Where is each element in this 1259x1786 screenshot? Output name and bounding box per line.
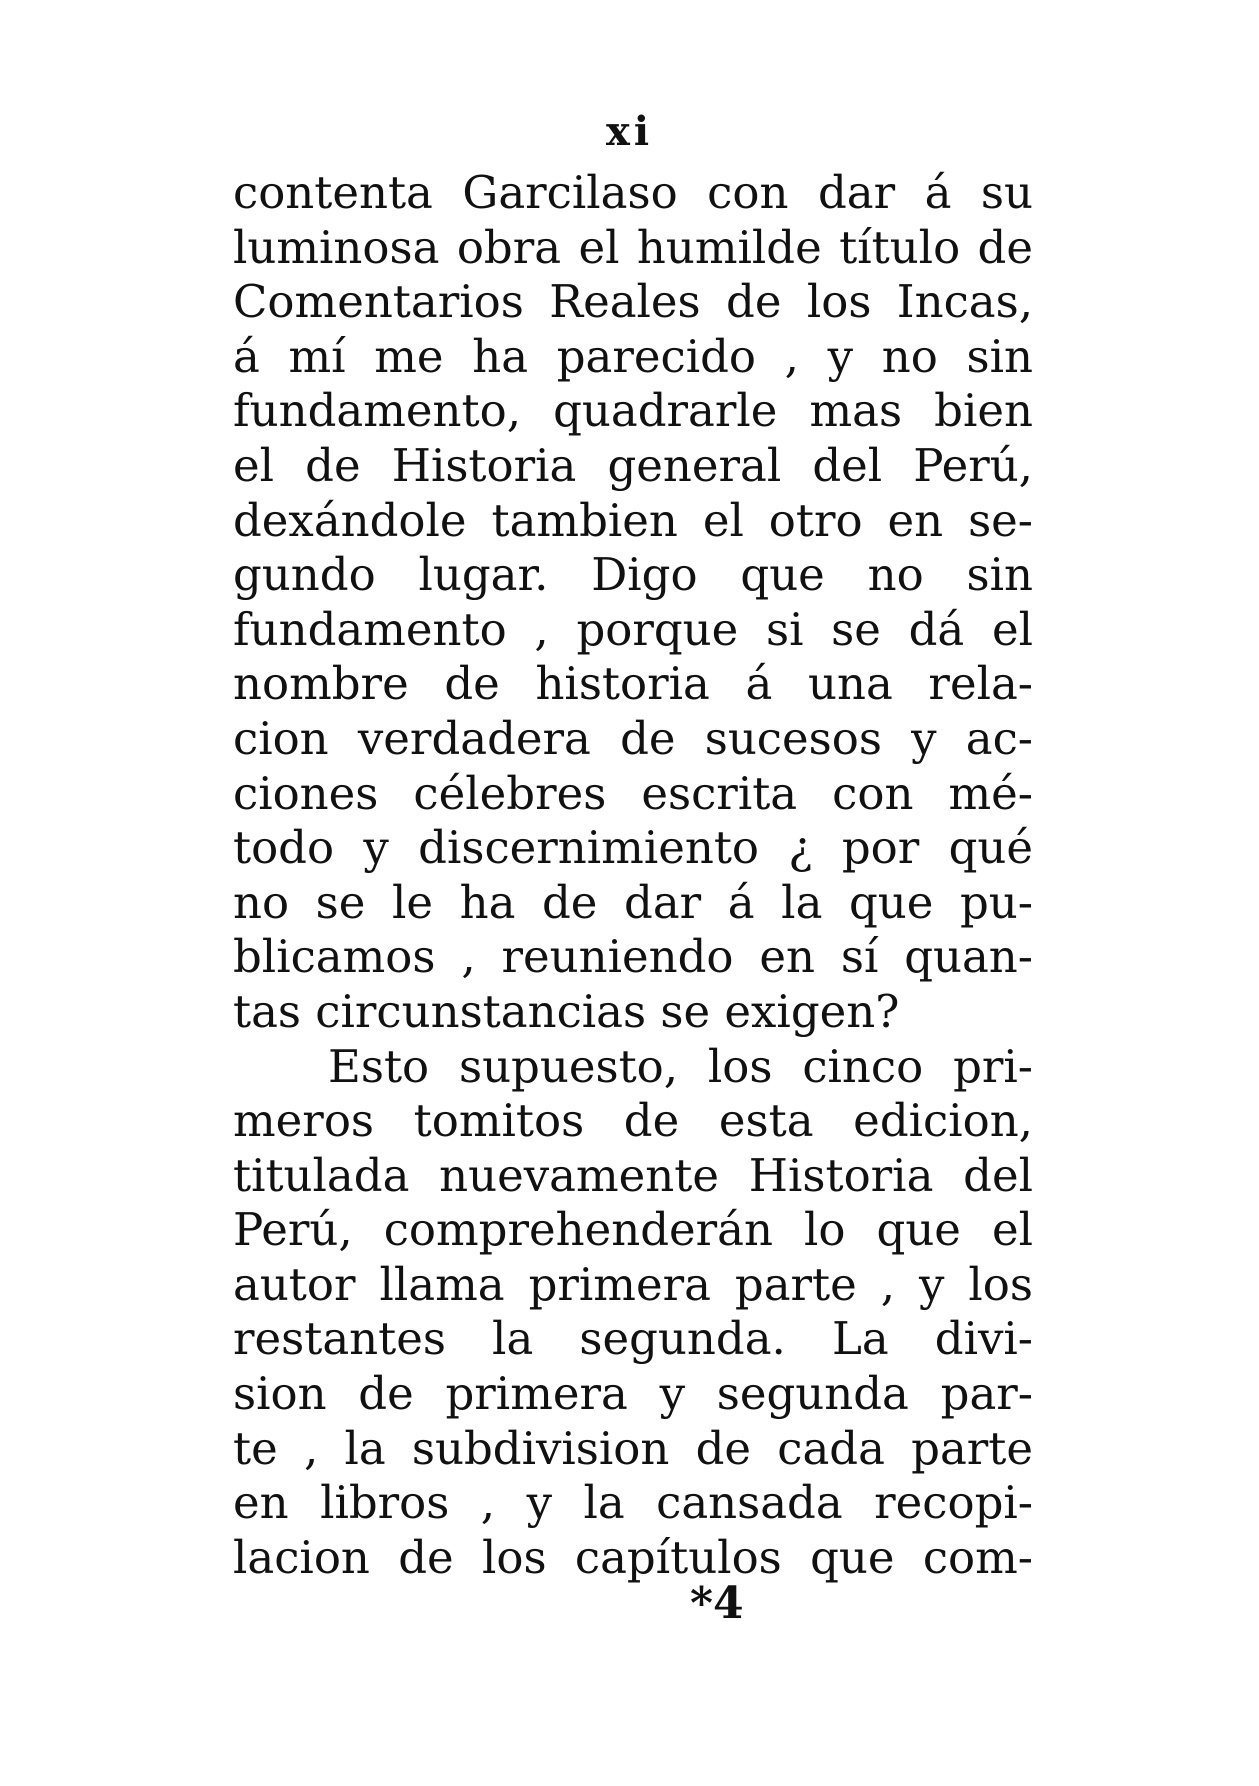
page-number: xi — [605, 108, 654, 155]
text-line: titulada nuevamente Historia del — [233, 1148, 1033, 1202]
body-text — [233, 166, 1033, 1585]
text-line: nombre de historia á una rela- — [233, 657, 1033, 711]
text-line: lacion de los capítulos que com- — [233, 1530, 1033, 1584]
text-line: Perú, comprehenderán lo que el — [233, 1203, 1033, 1257]
text-line: blicamos , reuniendo en sí quan- — [233, 930, 1033, 984]
text-line: cion verdadera de sucesos y ac- — [233, 711, 1033, 765]
text-line-paragraph-start: Esto supuesto, los cinco pri- — [328, 1039, 1033, 1093]
text-line: contenta Garcilaso con dar á su — [233, 166, 1033, 219]
text-line: el de Historia general del Perú, — [233, 438, 1033, 492]
text-line: ciones célebres escrita con mé- — [233, 766, 1033, 820]
text-line: dexándole tambien el otro en se- — [233, 493, 1033, 547]
text-line: en libros , y la cansada recopi- — [233, 1476, 1033, 1530]
text-line: te , la subdivision de cada parte — [233, 1421, 1033, 1475]
text-line: luminosa obra el humilde título de — [233, 220, 1033, 274]
text-line: autor llama primera parte , y los — [233, 1257, 1033, 1311]
text-line: sion de primera y segunda par- — [233, 1367, 1033, 1421]
text-line: gundo lugar. Digo que no sin — [233, 548, 1033, 602]
signature-mark: *4 — [690, 1578, 744, 1629]
text-line: fundamento , porque si se dá el — [233, 602, 1033, 656]
text-line: tas circunstancias se exigen? — [233, 984, 900, 1038]
text-line: restantes la segunda. La divi- — [233, 1312, 1033, 1366]
text-line: no se le ha de dar á la que pu- — [233, 875, 1033, 929]
text-line: todo y discernimiento ¿ por qué — [233, 821, 1033, 875]
text-line: meros tomitos de esta edicion, — [233, 1094, 1033, 1148]
text-line: Comentarios Reales de los Incas, — [233, 275, 1033, 329]
text-line: á mí me ha parecido , y no sin — [233, 329, 1033, 383]
text-line: fundamento, quadrarle mas bien — [233, 384, 1033, 438]
